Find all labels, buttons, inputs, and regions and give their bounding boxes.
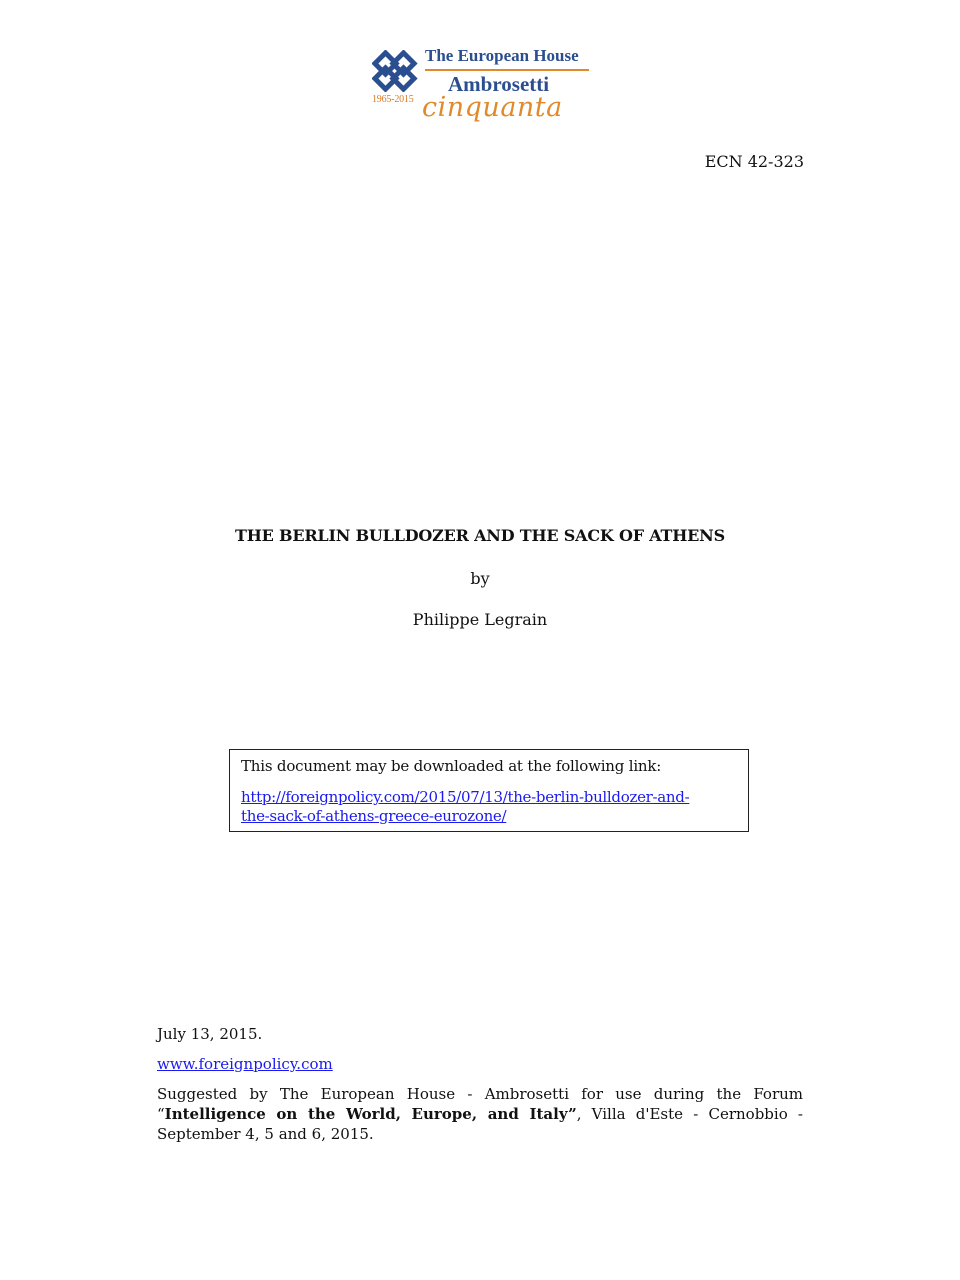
document-code: ECN 42-323 — [704, 152, 804, 171]
forum-name: Intelligence on the World, Europe, and Italy” — [164, 1105, 577, 1123]
suggested-prefix: Suggested by The European House - Ambrosetti for use during the Forum “ — [157, 1085, 803, 1123]
publication-date: July 13, 2015. — [157, 1025, 263, 1043]
logo-script-cinquanta: cinquanta — [422, 92, 563, 123]
logo-years: 1965-2015 — [372, 94, 414, 105]
source-website-link[interactable]: www.foreignpolicy.com — [157, 1055, 333, 1073]
download-link[interactable] — [241, 788, 737, 826]
download-link-line1: http://foreignpolicy.com/2015/07/13/the-berlin-bulldozer-and- — [241, 788, 690, 806]
download-link-intro: This document may be downloaded at the following link: — [241, 757, 662, 775]
document-title: THE BERLIN BULLDOZER AND THE SACK OF ATHENS — [235, 526, 725, 545]
logo-rule — [425, 69, 589, 71]
ambrosetti-logo — [370, 44, 600, 144]
byline-by: by — [470, 569, 490, 588]
logo-company-name: The European House — [425, 46, 579, 65]
download-link-line2: the-sack-of-athens-greece-eurozone/ — [241, 807, 507, 825]
suggested-by-note — [157, 1084, 803, 1144]
ambrosetti-crossed-squares-icon — [372, 50, 420, 92]
download-link-box — [229, 749, 749, 832]
author-name: Philippe Legrain — [412, 610, 548, 629]
logo-brand-name: Ambrosetti — [448, 72, 550, 96]
footer-notes — [157, 1024, 803, 1144]
suggested-suffix: , Villa d'Este - Cernobbio - September 4, 5 and 6, 2015. — [157, 1105, 803, 1143]
